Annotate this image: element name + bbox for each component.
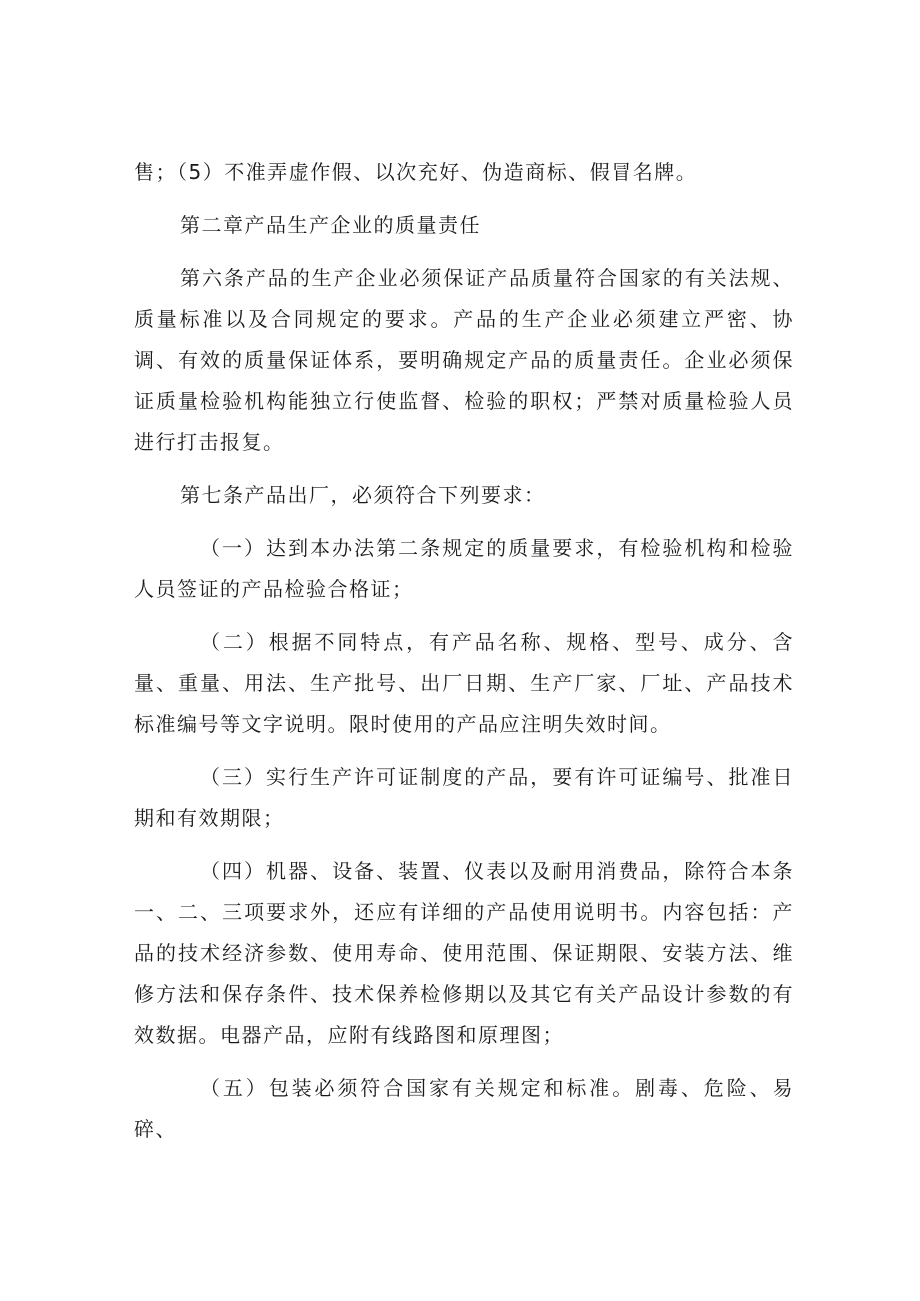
article-7-paragraph: 第七条产品出厂，必须符合下列要求：	[180, 483, 546, 507]
article-7-item-2: （二）根据不同特点，有产品名称、规格、型号、成分、含量、重量、用法、生产批号、出厂日期、生产厂家、厂址、产品技术标准编号等文字说明。限时使用的产品应注明失效时间。	[134, 630, 794, 736]
document-body	[134, 152, 794, 1162]
article-7-item-1: （一）达到本办法第二条规定的质量要求，有检验机构和检验人员签证的产品检验合格证；	[134, 536, 794, 601]
chapter-heading: 第二章产品生产企业的质量责任	[180, 213, 481, 237]
article-6-paragraph: 第六条产品的生产企业必须保证产品质量符合国家的有关法规、质量标准以及合同规定的要求。产品的生产企业必须建立严密、协调、有效的质量保证体系，要明确规定产品的质量责任。企业必须保证质量检验机构能独立行使监督、检验的职权；严禁对质量检验人员进行打击报复。	[134, 266, 794, 454]
paragraph-continuation: 售；（5）不准弄虚作假、以次充好、伪造商标、假冒名牌。	[134, 160, 698, 184]
article-7-item-4: （四）机器、设备、装置、仪表以及耐用消费品，除符合本条一、二、三项要求外，还应有详细的产品使用说明书。内容包括：产品的技术经济参数、使用寿命、使用范围、保证期限、安装方法、维修方法和保存条件、技术保养检修期以及其它有关产品设计参数的有效数据。电器产品，应附有线路图和原理图；	[134, 859, 794, 1047]
article-7-item-5: （五）包装必须符合国家有关规定和标准。剧毒、危险、易碎、	[134, 1076, 794, 1141]
article-7-item-3: （三）实行生产许可证制度的产品，要有许可证编号、批准日期和有效期限；	[134, 765, 794, 830]
